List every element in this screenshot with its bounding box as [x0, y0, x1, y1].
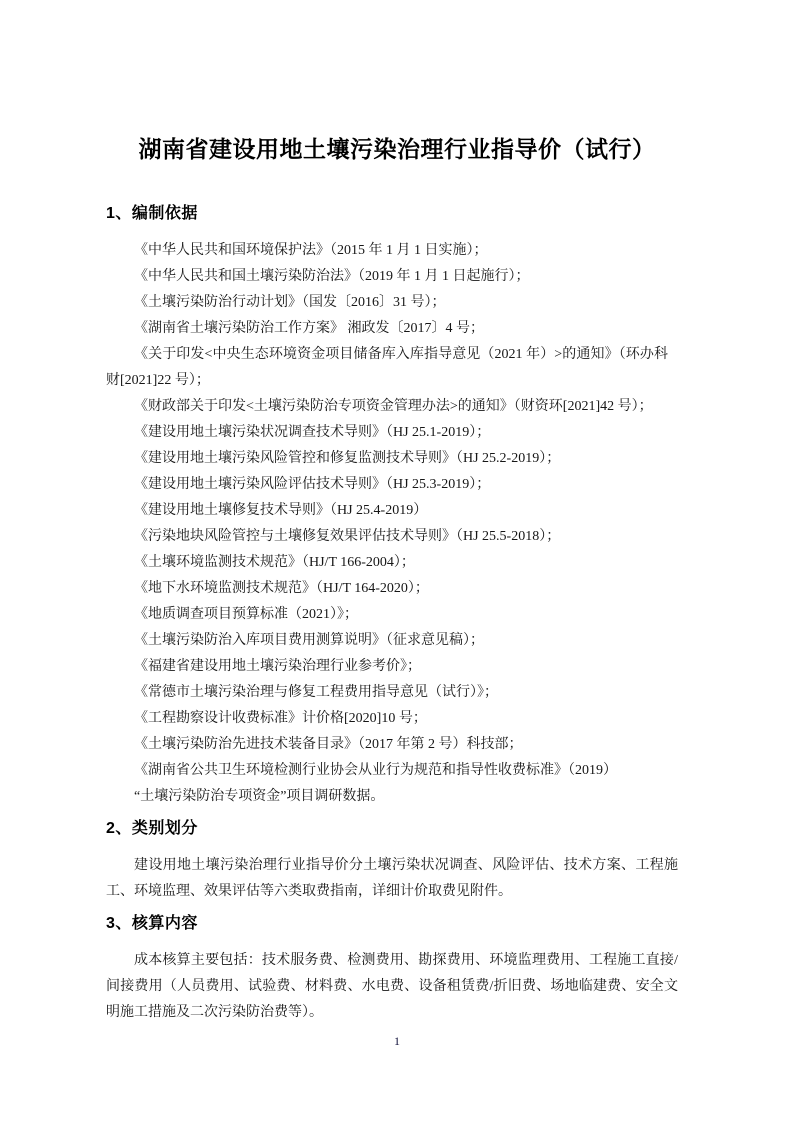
- reference-item: 《常德市土壤污染治理与修复工程费用指导意见（试行）》；: [134, 685, 498, 700]
- reference-item: 《福建省建设用地土壤污染治理行业参考价》；: [134, 659, 421, 674]
- reference-item: 《关于印发<中央生态环境资金项目储备库入库指导意见（2021 年）>的通知》（环办科财[2021]22 号）；: [106, 347, 668, 388]
- reference-item: 《中华人民共和国环境保护法》（2015 年 1 月 1 日实施）；: [134, 243, 488, 258]
- reference-item: 《土壤环境监测技术规范》（HJ/T 166-2004）；: [134, 555, 415, 570]
- reference-item: 《地下水环境监测技术规范》（HJ/T 164-2020）；: [134, 581, 429, 596]
- reference-list: [106, 238, 678, 810]
- reference-item: 《建设用地土壤修复技术导则》（HJ 25.4-2019）: [134, 503, 428, 518]
- reference-item: 《土壤污染防治先进技术装备目录》（2017 年第 2 号）科技部；: [134, 737, 523, 752]
- reference-item: 《污染地块风险管控与土壤修复效果评估技术导则》（HJ 25.5-2018）；: [134, 529, 561, 544]
- reference-item: 《土壤污染防治行动计划》（国发〔2016〕31 号）；: [134, 295, 446, 310]
- reference-item: 《财政部关于印发<土壤污染防治专项资金管理办法>的通知》（财资环[2021]42 号）；: [134, 399, 653, 414]
- reference-item: 《建设用地土壤污染风险评估技术导则》（HJ 25.3-2019）；: [134, 477, 491, 492]
- section-3-paragraph: 成本核算主要包括：技术服务费、检测费用、勘探费用、环境监理费用、工程施工直接/间接费用（人员费用、试验费、材料费、水电费、设备租赁费/折旧费、场地临建费、安全文明施工措施及二次污染防治费等）。: [106, 953, 678, 1020]
- document-title: 湖南省建设用地土壤污染治理行业指导价（试行）: [138, 137, 656, 162]
- page-number: 1: [394, 1034, 400, 1048]
- section-1-heading: 1、编制依据: [106, 205, 198, 222]
- reference-item: 《湖南省土壤污染防治工作方案》 湘政发〔2017〕4 号；: [134, 321, 484, 336]
- reference-item: 《工程勘察设计收费标准》计价格[2020]10 号；: [134, 711, 427, 726]
- reference-item: 《土壤污染防治入库项目费用测算说明》（征求意见稿）；: [134, 633, 484, 648]
- reference-item: 《建设用地土壤污染状况调查技术导则》（HJ 25.1-2019）；: [134, 425, 491, 440]
- section-2-heading: 2、类别划分: [106, 820, 198, 837]
- section-3-heading: 3、核算内容: [106, 915, 198, 932]
- reference-item: 《湖南省公共卫生环境检测行业协会从业行为规范和指导性收费标准》（2019）: [134, 763, 617, 778]
- section-2-paragraph: 建设用地土壤污染治理行业指导价分土壤污染状况调查、风险评估、技术方案、工程施工、环境监理、效果评估等六类取费指南，详细计价取费见附件。: [106, 858, 678, 899]
- reference-item: 《地质调查项目预算标准（2021）》；: [134, 607, 358, 622]
- reference-item: 《中华人民共和国土壤污染防治法》（2019 年 1 月 1 日起施行）；: [134, 269, 530, 284]
- reference-item: “土壤污染防治专项资金”项目调研数据。: [134, 789, 385, 804]
- reference-item: 《建设用地土壤污染风险管控和修复监测技术导则》（HJ 25.2-2019）；: [134, 451, 561, 466]
